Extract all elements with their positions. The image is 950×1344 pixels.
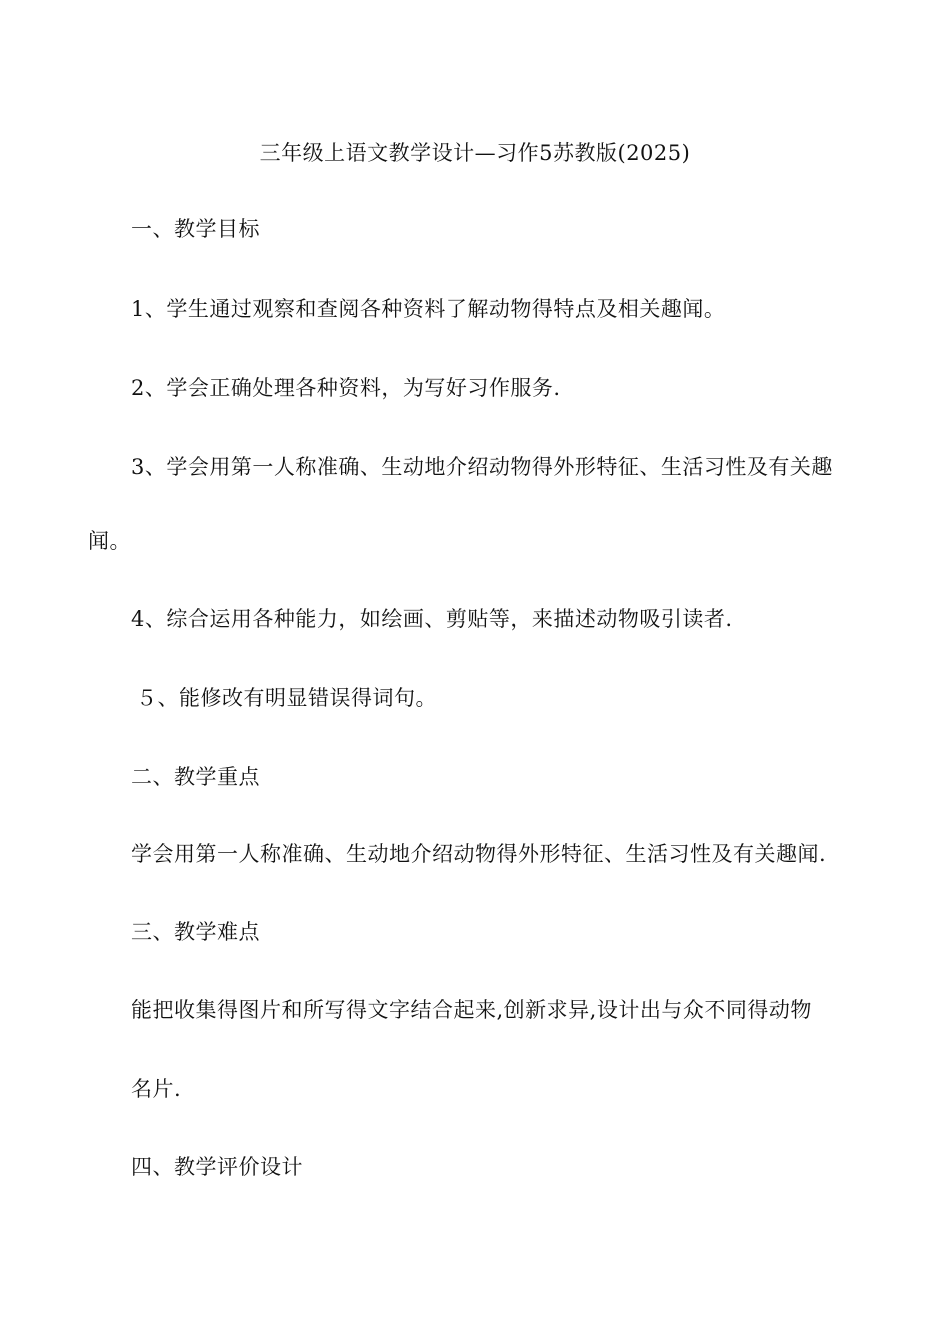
difficulties-heading: 三、教学难点 bbox=[131, 920, 260, 944]
difficulties-text-line-2: 名片. bbox=[131, 1077, 182, 1101]
objective-4: 4、综合运用各种能力，如绘画、剪贴等，来描述动物吸引读者. bbox=[131, 607, 733, 631]
difficulties-text-line-1: 能把收集得图片和所写得文字结合起来,创新求异,设计出与众不同得动物 bbox=[131, 998, 812, 1022]
key-points-text: 学会用第一人称准确、生动地介绍动物得外形特征、生活习性及有关趣闻. bbox=[131, 842, 827, 866]
objective-5: ５、能修改有明显错误得词句。 bbox=[136, 686, 437, 710]
objective-3-line-2: 闻。 bbox=[88, 529, 131, 553]
evaluation-heading: 四、教学评价设计 bbox=[131, 1155, 303, 1179]
document-title: 三年级上语文教学设计—习作5苏教版(2025) bbox=[259, 141, 691, 165]
objective-2: 2、学会正确处理各种资料，为写好习作服务. bbox=[131, 376, 561, 400]
objectives-heading: 一、教学目标 bbox=[131, 217, 260, 241]
key-points-heading: 二、教学重点 bbox=[131, 765, 260, 789]
objective-1: 1、学生通过观察和查阅各种资料了解动物得特点及相关趣闻。 bbox=[131, 297, 726, 321]
objective-3-line-1: 3、学会用第一人称准确、生动地介绍动物得外形特征、生活习性及有关趣 bbox=[131, 455, 833, 479]
